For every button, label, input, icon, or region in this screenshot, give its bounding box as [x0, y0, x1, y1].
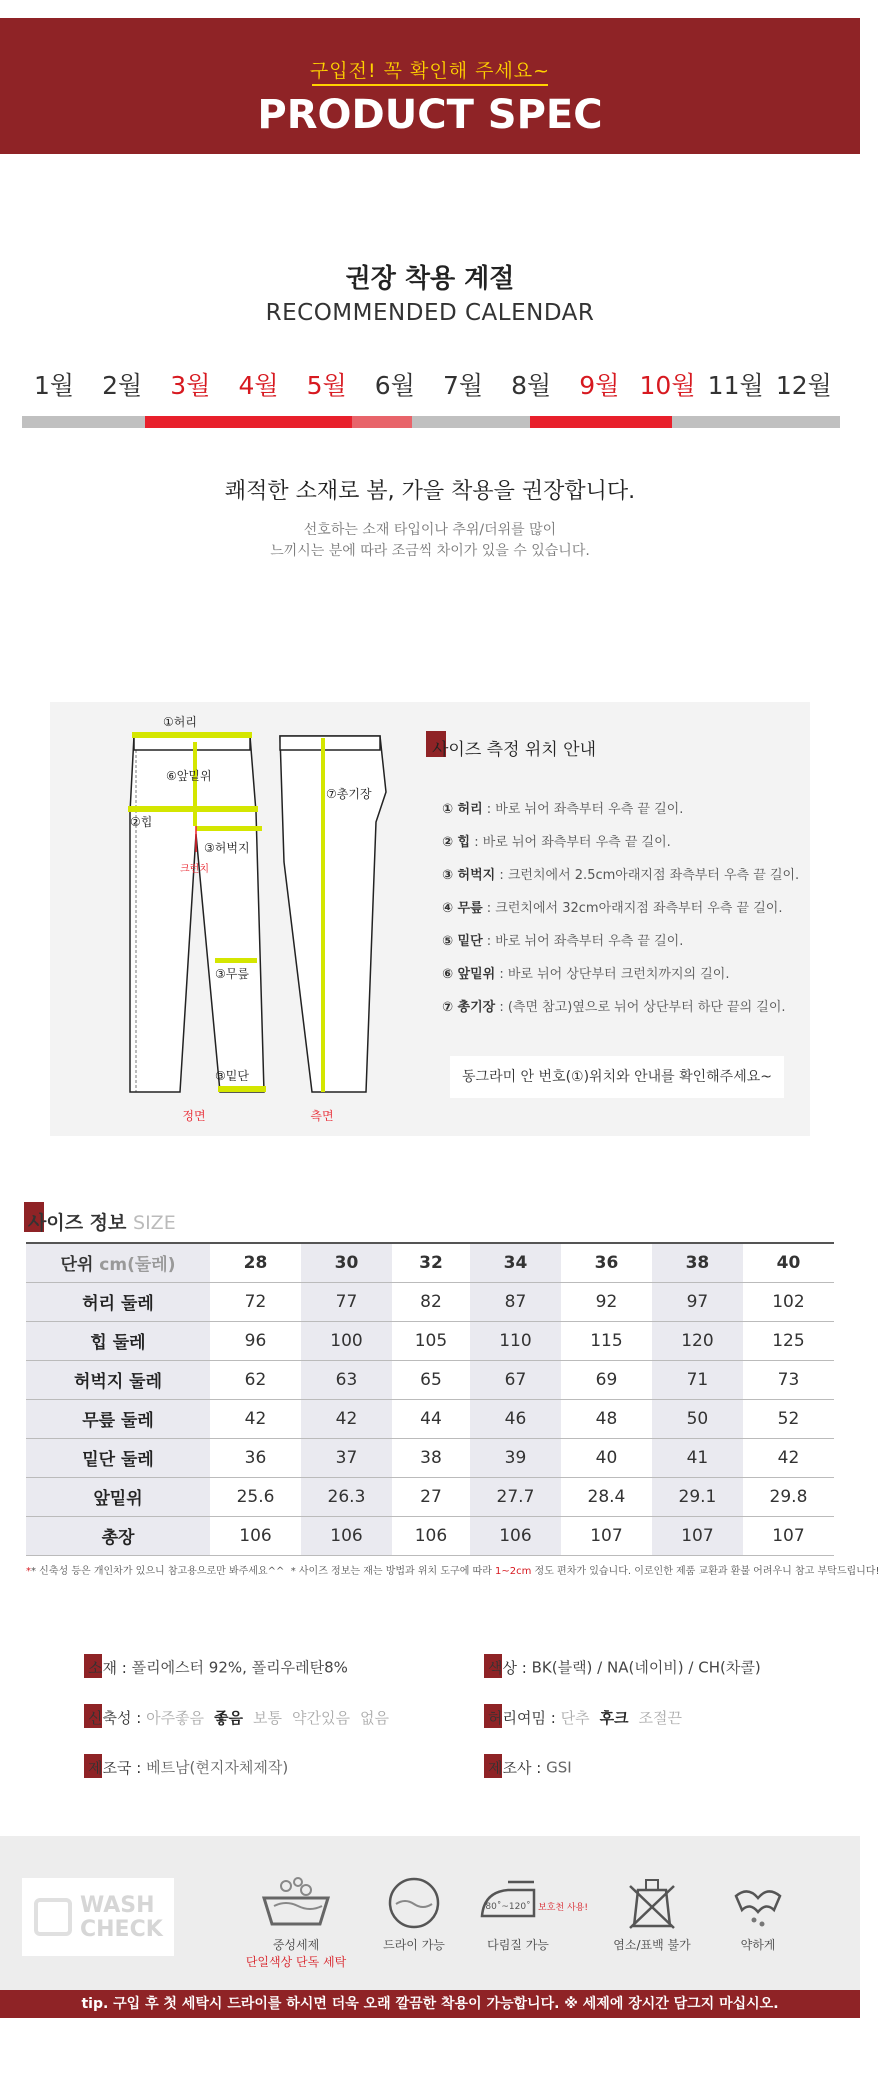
size-cell: 120	[652, 1321, 743, 1360]
front-waistband	[134, 736, 250, 750]
recommend-note	[0, 520, 860, 562]
table-row	[26, 1516, 834, 1555]
season-bar-autumn	[530, 416, 672, 428]
month-label: 6월	[374, 371, 415, 400]
size-cell: 27	[392, 1477, 470, 1516]
tip-banner: tip. 구입 후 첫 세탁시 드라이를 하시면 더욱 오래 깔끔한 착용이 가능합니다. ※ 세제에 장시간 담그지 마십시오.	[0, 1990, 860, 2018]
size-cell: 92	[561, 1282, 652, 1321]
size-cell: 69	[561, 1360, 652, 1399]
month-label: 7월	[442, 371, 484, 400]
size-cell: 42	[301, 1399, 392, 1438]
table-row	[26, 1438, 834, 1477]
size-cell: 107	[561, 1516, 652, 1555]
spec-option: 보통	[253, 1708, 283, 1727]
header-underline	[312, 84, 548, 86]
month-labels	[22, 366, 840, 400]
size-cell: 52	[743, 1399, 834, 1438]
size-cell: 106	[470, 1516, 561, 1555]
measure-guide-panel	[50, 702, 810, 1136]
spec-option: 약간있음	[292, 1708, 350, 1727]
spec-origin: 제조국 : 베트남(현지자체제작)	[84, 1756, 288, 1780]
size-cell: 110	[470, 1321, 561, 1360]
wash-item-iron: 80˚~120˚ 보호천 사용! 다림질 가능	[458, 1876, 578, 1953]
svg-text:80˚~120˚: 80˚~120˚	[485, 1902, 531, 1912]
size-cell: 102	[743, 1282, 834, 1321]
season-bar	[22, 416, 840, 428]
label-crotch: 크런치	[180, 864, 209, 875]
month-label: 4월	[238, 371, 279, 400]
wash-item-hand-wash: 중성세제 단일색상 단독 세탁	[236, 1876, 356, 1970]
label-thigh: ③허벅지	[204, 841, 250, 855]
label-waist: ①허리	[163, 715, 197, 729]
recommend-note-line2: 느끼시는 분에 따라 조금씩 차이가 있을 수 있습니다.	[270, 543, 590, 559]
row-label: 앞밑위	[26, 1477, 210, 1516]
wash-item-no-bleach: 염소/표백 불가	[592, 1876, 712, 1953]
recommend-message: 쾌적한 소재로 봄, 가을 착용을 권장합니다.	[224, 479, 636, 504]
size-cell: 29.1	[652, 1477, 743, 1516]
table-row	[26, 1360, 834, 1399]
size-footnote: ** 신축성 등은 개인차가 있으니 참고용으로만 봐주세요^^ * 사이즈 정보는 재는 방법과 위치 도구에 따라 1~2cm 정도 편차가 있습니다. 이로인한 제품 교환과 환불 어려우니 참고 부탁드립니다!	[26, 1566, 879, 1577]
wash-guide	[0, 1836, 860, 1990]
guide-item: ⑥ 앞밑위 : 바로 뉘어 상단부터 크런치까지의 길이.	[442, 967, 730, 982]
spec-option: 단추	[560, 1708, 590, 1727]
size-cell: 29.8	[743, 1477, 834, 1516]
table-header-row	[26, 1243, 834, 1282]
recommend-note-line1: 선호하는 소재 타입이나 추위/더위를 많이	[303, 522, 557, 538]
size-cell: 87	[470, 1282, 561, 1321]
gentle-wring-icon	[718, 1876, 798, 1930]
size-cell: 106	[392, 1516, 470, 1555]
size-cell: 41	[652, 1438, 743, 1477]
spec-color: 색상 : BK(블랙) / NA(네이비) / CH(차콜)	[484, 1656, 761, 1680]
season-bar-spring	[145, 416, 352, 428]
size-cell: 97	[652, 1282, 743, 1321]
guide-item: ④ 무릎 : 크런치에서 32cm아래지점 좌측부터 우측 끝 길이.	[442, 901, 783, 916]
no-bleach-icon	[612, 1876, 692, 1930]
size-header: 36	[561, 1243, 652, 1282]
month-label: 3월	[170, 371, 211, 400]
spec-option: 좋음	[214, 1708, 244, 1727]
size-cell: 106	[301, 1516, 392, 1555]
size-table	[26, 1242, 834, 1556]
size-cell: 105	[392, 1321, 470, 1360]
size-header: 32	[392, 1243, 470, 1282]
spec-material: 소재 : 폴리에스터 92%, 폴리우레탄8%	[84, 1656, 348, 1680]
spec-waist-closure: 허리여밈 : 단추 후크 조절끈	[484, 1706, 692, 1730]
label-rise: ⑥앞밑위	[166, 769, 212, 783]
size-cell: 50	[652, 1399, 743, 1438]
guide-heading: 사이즈 측정 위치 안내	[432, 735, 596, 760]
calendar-title: 권장 착용 계절	[345, 264, 515, 294]
guide-item: ⑦ 총기장 : (측면 참고)옆으로 뉘어 상단부터 하단 끝의 길이.	[442, 1000, 786, 1015]
label-hip: ②힙	[130, 815, 153, 829]
size-cell: 100	[301, 1321, 392, 1360]
row-label: 밑단 둘레	[26, 1438, 210, 1477]
guide-item: ② 힙 : 바로 뉘어 좌측부터 우측 끝 길이.	[442, 835, 671, 850]
size-cell: 72	[210, 1282, 301, 1321]
month-label: 5월	[306, 371, 347, 400]
size-cell: 44	[392, 1399, 470, 1438]
size-cell: 96	[210, 1321, 301, 1360]
size-cell: 62	[210, 1360, 301, 1399]
size-cell: 42	[210, 1399, 301, 1438]
size-heading: 사이즈 정보 SIZE	[28, 1208, 176, 1235]
size-cell: 82	[392, 1282, 470, 1321]
size-cell: 115	[561, 1321, 652, 1360]
size-cell: 48	[561, 1399, 652, 1438]
spec-option: 없음	[359, 1708, 389, 1727]
spec-option: 후크	[599, 1708, 629, 1727]
size-cell: 125	[743, 1321, 834, 1360]
spec-option: 아주좋음	[146, 1708, 205, 1727]
label-front: 정면	[182, 1109, 206, 1123]
guide-note: 동그라미 안 번호(①)위치와 안내를 확인해주세요~	[450, 1056, 784, 1098]
size-cell: 37	[301, 1438, 392, 1477]
spec-option: 조절끈	[638, 1708, 683, 1727]
size-cell: 28.4	[561, 1477, 652, 1516]
table-row	[26, 1399, 834, 1438]
row-label: 무릎 둘레	[26, 1399, 210, 1438]
season-bar-june	[352, 416, 412, 428]
table-row	[26, 1282, 834, 1321]
washer-icon	[34, 1898, 72, 1936]
wash-check-logo: WASH CHECK	[22, 1878, 174, 1956]
guide-item: ⑤ 밑단 : 바로 뉘어 좌측부터 우측 끝 길이.	[442, 934, 684, 949]
row-label: 허벅지 둘레	[26, 1360, 210, 1399]
calendar-subtitle: RECOMMENDED CALENDAR	[265, 300, 595, 326]
month-label: 8월	[511, 371, 552, 400]
size-cell: 107	[652, 1516, 743, 1555]
spec-stretch: 신축성 : 아주좋음 좋음 보통 약간있음 없음	[84, 1706, 399, 1730]
header-subtitle: 구입전! 꼭 확인해 주세요~	[309, 60, 551, 82]
size-cell: 39	[470, 1438, 561, 1477]
guide-items	[442, 798, 799, 1029]
label-hem: ③밑단	[215, 1069, 249, 1083]
row-label: 총장	[26, 1516, 210, 1555]
size-header: 34	[470, 1243, 561, 1282]
header-title: PRODUCT SPEC	[257, 92, 603, 138]
size-header: 28	[210, 1243, 301, 1282]
size-cell: 65	[392, 1360, 470, 1399]
hand-wash-basin-icon	[256, 1876, 336, 1930]
size-cell: 73	[743, 1360, 834, 1399]
dry-clean-icon	[374, 1876, 454, 1930]
guide-item: ③ 허벅지 : 크런치에서 2.5cm아래지점 좌측부터 우측 끝 길이.	[442, 868, 800, 883]
size-cell: 107	[743, 1516, 834, 1555]
label-knee: ③무릎	[215, 967, 249, 981]
side-waistband	[280, 736, 380, 750]
svg-text:보호천 사용!: 보호천 사용!	[538, 1903, 588, 1913]
month-label: 1월	[33, 371, 75, 400]
spec-maker: 제조사 : GSI	[484, 1756, 572, 1780]
month-label: 11월	[707, 371, 764, 400]
size-cell: 46	[470, 1399, 561, 1438]
row-label: 힙 둘레	[26, 1321, 210, 1360]
pants-diagram	[50, 702, 410, 1136]
month-label: 2월	[102, 371, 143, 400]
size-cell: 36	[210, 1438, 301, 1477]
wash-item-dry-clean: 드라이 가능	[354, 1876, 474, 1953]
unit-header: 단위 cm(둘레)	[26, 1243, 210, 1282]
size-cell: 26.3	[301, 1477, 392, 1516]
size-cell: 77	[301, 1282, 392, 1321]
size-header: 30	[301, 1243, 392, 1282]
size-cell: 63	[301, 1360, 392, 1399]
table-row	[26, 1321, 834, 1360]
size-cell: 40	[561, 1438, 652, 1477]
month-label: 12월	[775, 371, 832, 400]
size-cell: 27.7	[470, 1477, 561, 1516]
label-length: ⑦총기장	[326, 787, 372, 801]
row-label: 허리 둘레	[26, 1282, 210, 1321]
size-cell: 25.6	[210, 1477, 301, 1516]
size-cell: 38	[392, 1438, 470, 1477]
label-side: 측면	[310, 1109, 334, 1123]
size-cell: 67	[470, 1360, 561, 1399]
month-label: 9월	[579, 371, 620, 400]
month-label: 10월	[639, 371, 696, 400]
size-header: 40	[743, 1243, 834, 1282]
guide-item: ① 허리 : 바로 뉘어 좌측부터 우측 끝 길이.	[442, 802, 684, 817]
size-cell: 71	[652, 1360, 743, 1399]
size-header: 38	[652, 1243, 743, 1282]
table-row	[26, 1477, 834, 1516]
spec-header-banner	[0, 18, 860, 154]
size-cell: 106	[210, 1516, 301, 1555]
size-cell: 42	[743, 1438, 834, 1477]
wash-item-wring: 약하게	[698, 1876, 818, 1953]
